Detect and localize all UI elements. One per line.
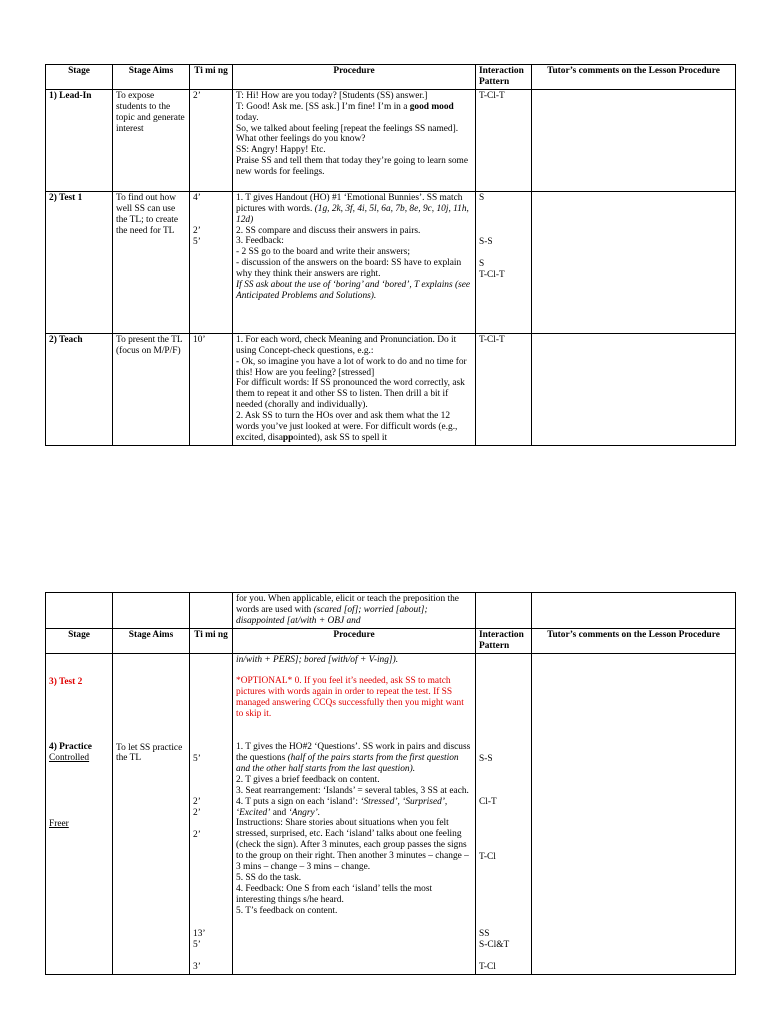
header-interaction: Interaction Pattern (476, 628, 532, 653)
procedure-text: - discussion of the answers on the board: SS have to explain why they think their answers are right. (236, 258, 462, 280)
test-2-practice-row (46, 653, 736, 974)
header-comments: Tutor’s comments on the Lesson Procedure (532, 65, 736, 90)
stage-test-2: 3) Test 2 (49, 676, 83, 687)
test-1-row (46, 191, 736, 333)
header-procedure: Procedure (233, 628, 476, 653)
procedure-text: If SS ask about the use of ‘boring’ and ‘bored’, T explains (see Anticipated Problems and Solutions). (236, 280, 471, 301)
timing-teach: 10’ (190, 333, 233, 445)
procedure-text: for you. When applicable, elicit or teach the preposition the words are used with (scared [of]; worried [about]; disappointed [at/with + OBJ and (236, 594, 459, 626)
comments-lead-in (532, 89, 736, 191)
procedure-text: - 2 SS go to the board and write their answers; (236, 247, 410, 258)
procedure-text: 5. SS do the task. (236, 872, 302, 883)
procedure-text: in/with + PERS]; bored [with/of + V-ing]). (236, 654, 399, 665)
lesson-plan-table-page-1 (45, 64, 736, 446)
header-comments: Tutor’s comments on the Lesson Procedure (532, 628, 736, 653)
procedure-text: SS: Angry! Happy! Etc. (236, 145, 326, 156)
stage-test-2-practice (46, 653, 113, 974)
procedure-teach (233, 333, 476, 445)
interaction-lead-in: T-Cl-T (476, 89, 532, 191)
procedure-text: 5. T’s feedback on content. (236, 905, 338, 916)
procedure-text: 4. T puts a sign on each ‘island’: ‘Stressed’, ‘Surprised’, ‘Excited’ and ‘Angry’. (236, 796, 448, 818)
aims-lead-in: To expose students to the topic and generate interest (113, 89, 190, 191)
header-row (46, 628, 736, 653)
continuation-row (46, 593, 736, 629)
header-interaction: Interaction Pattern (476, 65, 532, 90)
procedure-lead-in (233, 89, 476, 191)
header-procedure: Procedure (233, 65, 476, 90)
aims-teach: To present the TL (focus on M/P/F) (113, 333, 190, 445)
timing-practice: 5’ 2’ 2’ 2’ 13’ 5’ 3’ (190, 653, 233, 974)
header-timing: Ti mi ng (190, 628, 233, 653)
procedure-continuation (233, 593, 476, 629)
procedure-test-2-practice (233, 653, 476, 974)
lead-in-row (46, 89, 736, 191)
timing-test-1: 4’ 2’ 5’ (190, 191, 233, 333)
procedure-text: 1. T gives the HO#2 ‘Questions’. SS work in pairs and discuss the questions (half of the pairs starts from the first question and the other half starts from the last question). (236, 742, 471, 774)
header-row (46, 65, 736, 90)
procedure-text: 1. T gives Handout (HO) #1 ‘Emotional Bunnies’. SS match pictures with words. (1g, 2k, 3f, 4i, 5l, 6a, 7b, 8e, 9c, 10j, 11h, 12d) (236, 192, 469, 225)
header-stage-aims: Stage Aims (113, 628, 190, 653)
procedure-text: 4. Feedback: One S from each ‘island’ tells the most interesting things s/he heard. (236, 883, 433, 905)
procedure-text: T: Good! Ask me. [SS ask.] I’m fine! I’m in a good mood today. (236, 101, 454, 123)
aims-practice: To let SS practice the TL (113, 653, 190, 974)
procedure-test-1 (233, 191, 476, 333)
stage-lead-in: 1) Lead-In (46, 89, 113, 191)
stage-freer: Freer (49, 819, 69, 830)
procedure-text: 2. SS compare and discuss their answers in pairs. (236, 225, 421, 236)
procedure-text: For difficult words: If SS pronounced the word correctly, ask them to repeat it and other SS to listen. Then drill a bit if needed (chorally and individually). (236, 378, 465, 411)
header-stage: Stage (46, 65, 113, 90)
procedure-text: 2. Ask SS to turn the HOs over and ask them what the 12 words you’ve just looked at were. For difficult words (e.g., excited, disappointed), ask SS to spell it (236, 411, 458, 443)
stage-practice: 4) Practice (49, 742, 92, 753)
header-stage-aims: Stage Aims (113, 65, 190, 90)
teach-row (46, 333, 736, 445)
timing-lead-in: 2’ (190, 89, 233, 191)
procedure-text: Praise SS and tell them that today they’re going to learn some new words for feelings. (236, 156, 468, 178)
procedure-text: 3. Feedback: (236, 236, 284, 247)
interaction-practice: S-S Cl-T T-Cl SS S-Cl&T T-Cl (476, 653, 532, 974)
stage-teach: 2) Teach (46, 333, 113, 445)
header-stage: Stage (46, 628, 113, 653)
stage-test-1: 2) Test 1 (46, 191, 113, 333)
procedure-text: 3. Seat rearrangement: ‘Islands’ = several tables, 3 SS at each. (236, 785, 469, 796)
comments-test-1 (532, 191, 736, 333)
procedure-text: T: Hi! How are you today? [Students (SS) answer.] (236, 90, 428, 101)
procedure-text: 2. T gives a brief feedback on content. (236, 774, 380, 785)
interaction-teach: T-Cl-T (476, 333, 532, 445)
aims-test-1: To find out how well SS can use the TL; to create the need for TL (113, 191, 190, 333)
procedure-text: So, we talked about feeling [repeat the feelings SS named]. What other feelings do you know? (236, 123, 459, 145)
procedure-text: 1. For each word, check Meaning and Pronunciation. Do it using Concept-check questions, e.g.: (236, 334, 457, 356)
comments-practice (532, 653, 736, 974)
stage-controlled: Controlled (49, 753, 90, 764)
procedure-text: - Ok, so imagine you have a lot of work to do and no time for this! How are you feeling? [stressed] (236, 356, 467, 378)
comments-teach (532, 333, 736, 445)
procedure-text: Instructions: Share stories about situations when you felt stressed, surprised, etc. Each ‘island’ talks about one feeling (check the sign). After 3 minutes, each group passes the signs to the group on their right. Then another 3 minutes – change – 3 mins – change – 3 mins – change. (236, 818, 469, 873)
interaction-test-1: S S-S S T-Cl-T (476, 191, 532, 333)
lesson-plan-table-page-2 (45, 592, 736, 975)
header-timing: Ti mi ng (190, 65, 233, 90)
procedure-optional-text: *OPTIONAL* 0. If you feel it’s needed, ask SS to match pictures with words again in order to repeat the test. If SS managed answering CCQs successfully then you might want to skip it. (236, 676, 464, 720)
